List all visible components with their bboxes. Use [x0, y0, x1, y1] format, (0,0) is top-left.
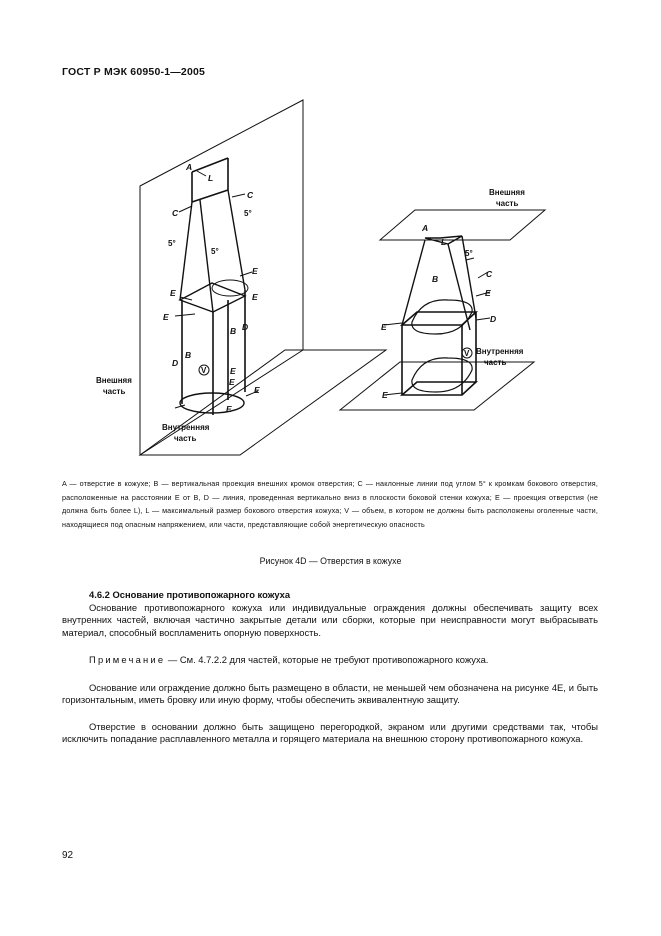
label-E-right-3: E — [382, 390, 388, 400]
label-E-5: E — [230, 366, 236, 376]
label-A-left: A — [186, 162, 193, 172]
label-B-right: B — [230, 326, 237, 336]
right-top-plane — [380, 210, 545, 240]
label-C-right: C — [486, 269, 493, 279]
note — [62, 654, 598, 666]
note-text: — См. 4.7.2.2 для частей, которые не требуют противопожарного кожуха. — [165, 654, 489, 665]
paragraph-3-block — [62, 721, 598, 746]
paragraph-1: Основание противопожарного кожуха или индивидуальные ограждения должны обеспечивать защиту всех внутренних частей, включая частично закрытые детали или сборки, которые при неисправности могут выбрасывать материал, способный воспламенить опорную поверхность. — [62, 602, 598, 638]
label-E-right-1: E — [485, 288, 491, 298]
label-V-right: V — [464, 349, 470, 358]
label-B-right-fig: B — [432, 274, 439, 284]
label-5deg-c: 5° — [211, 247, 219, 256]
label-C-left-left: C — [172, 208, 179, 218]
label-E-right-2: E — [381, 322, 387, 332]
left-wall-plane — [140, 100, 303, 455]
paragraph-3: Отверстие в основании должно быть защищено перегородкой, экраном или другими средствами так, чтобы исключить попадание расплавленного металла и горящего материала на внешнюю сторону противопожарного кожуха. — [62, 721, 598, 745]
label-5deg-right: 5° — [465, 249, 473, 258]
label-inner-right: Внутренняя часть — [476, 347, 524, 367]
label-inner-left: Внутренняя часть — [162, 423, 210, 443]
right-floor-plane — [340, 362, 534, 410]
section-body — [62, 602, 598, 639]
label-E-4: E — [163, 312, 169, 322]
label-E-8: E — [226, 404, 232, 414]
label-B-left: B — [185, 350, 192, 360]
label-V-left: V — [201, 366, 207, 375]
label-L-left: L — [208, 173, 214, 183]
label-L-right: L — [441, 237, 447, 247]
label-D-right: D — [242, 322, 249, 332]
label-E-1: E — [252, 266, 258, 276]
label-E-6: E — [229, 377, 235, 387]
label-E-7: E — [254, 385, 260, 395]
label-D-right-fig: D — [490, 314, 497, 324]
label-D-left: D — [172, 358, 179, 368]
note-block — [62, 654, 598, 666]
paragraph-2: Основание или ограждение должно быть размещено в области, не меньшей чем обозначена на рисунке 4Е, и быть горизонтальным, иметь бровку или иную форму, чтобы обеспечить эквивалентную защиту. — [62, 682, 598, 706]
section-heading: 4.6.2 Основание противопожарного кожуха — [89, 589, 291, 600]
paragraph-2-block — [62, 682, 598, 707]
label-5deg-a: 5° — [244, 209, 252, 218]
note-label: Примечание — [89, 654, 166, 665]
document-header: ГОСТ Р МЭК 60950-1—2005 — [62, 66, 206, 78]
label-5deg-b: 5° — [168, 239, 176, 248]
page-number: 92 — [62, 850, 74, 861]
label-outer-left: Внешняя часть — [96, 376, 132, 396]
label-E-3: E — [252, 292, 258, 302]
label-C-right-left: C — [247, 190, 254, 200]
label-A-right: A — [422, 223, 429, 233]
figure-caption: Рисунок 4D — Отверстия в кожухе — [259, 556, 402, 566]
label-outer-right: Внешняя часть — [489, 188, 525, 208]
label-E-2: E — [170, 288, 176, 298]
figure-legend: A — отверстие в кожухе; B — вертикальная проекция внешних кромок отверстия; C — наклонные линии под углом 5° к кромкам бокового отверстия, расположенные на расстоянии E от B, D — линия, проведенная вертикально вниз в плоскости боковой стенки кожуха; E — проекция отверстия (не должна быть более L), L — максимальный размер бокового отверстия кожуха; V — объем, в котором не должны быть расположены оголенные части, находящиеся под опасным напряжением, или части, представляющие собой энергетическую опасность — [62, 479, 598, 529]
